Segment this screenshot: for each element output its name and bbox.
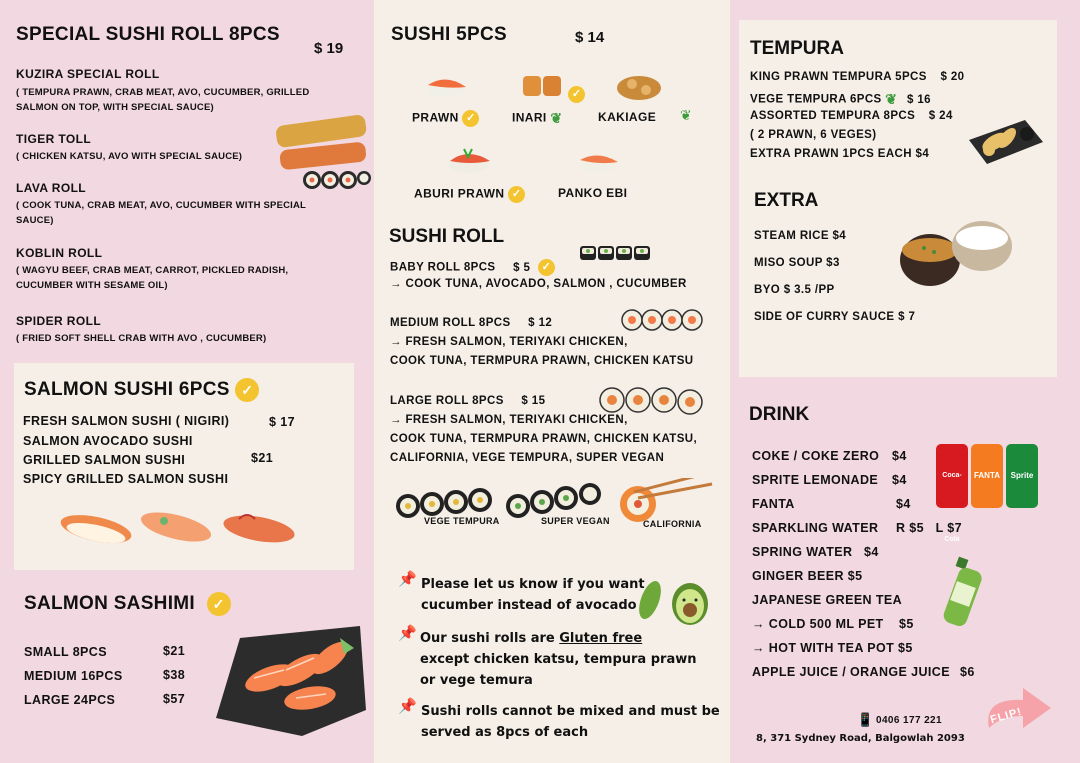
sushi5-item — [412, 110, 479, 127]
panko-ebi-image — [574, 146, 622, 178]
sashimi-row-price: $38 — [163, 668, 186, 682]
tempura-row-price: $ 24 — [928, 110, 953, 122]
sashimi-row-name: MEDIUM 16PCS — [24, 669, 123, 683]
inari-sushi-image — [519, 70, 567, 102]
note-line: served as 8pcs of each — [421, 725, 589, 740]
special-item-name: LAVA ROLL — [16, 181, 87, 195]
tempura-row-name: VEGE TEMPURA 6PCS — [750, 93, 882, 106]
phone-icon: 📱 — [857, 712, 874, 727]
roll-caption: SUPER VEGAN — [541, 516, 610, 526]
drink-row-price: R $5 L $7 — [896, 521, 963, 535]
sashimi-title — [24, 592, 231, 616]
prawn-sushi-image — [422, 72, 470, 102]
roll-medium-name: MEDIUM ROLL 8PCS — [390, 317, 511, 329]
tempura-row-price: $ 20 — [940, 71, 965, 83]
sushi5-item — [512, 110, 563, 127]
pin-icon: 📌 — [398, 625, 417, 642]
green-tea-bottle-image — [943, 556, 989, 630]
roll-large-desc: → FRESH SALMON, TERIYAKI CHICKEN, — [390, 414, 628, 426]
roll-caption: VEGE TEMPURA — [424, 516, 500, 526]
drink-row-price: $4 — [896, 497, 911, 511]
contact-phone: 0406 177 221 — [876, 715, 942, 726]
special-roll-photo — [272, 110, 372, 195]
extra-row: BYO $ 3.5 /PP — [754, 284, 835, 296]
roll-medium-desc: COOK TUNA, TERMPURA PRAWN, CHICKEN KATSU — [390, 355, 694, 367]
tempura-row — [750, 91, 931, 108]
note-line: Please let us know if you want — [421, 577, 645, 592]
note-mix — [421, 701, 720, 743]
medium-roll-image — [620, 304, 706, 336]
salmon-row-name: FRESH SALMON SUSHI ( NIGIRI) — [23, 414, 230, 428]
note-gluten — [420, 628, 696, 691]
special-item-desc: ( CHICKEN KATSU, AVO WITH SPECIAL SAUCE) — [16, 151, 243, 162]
salmon-row-name: SALMON AVOCADO SUSHI — [23, 434, 193, 448]
coke-can: Coca-Cola — [936, 444, 968, 508]
left-panel — [0, 0, 374, 763]
drink-row-price: $4 — [892, 449, 907, 463]
drink-row-name: SPARKLING WATER — [752, 521, 879, 535]
note-line: Our sushi rolls are — [420, 631, 560, 646]
sushi5-item-label: INARI — [512, 110, 547, 125]
note-line: Sushi rolls cannot be mixed and must be — [421, 704, 720, 719]
sprite-can: Sprite — [1006, 444, 1038, 508]
roll-large — [390, 395, 545, 407]
drink-row-price: $4 — [864, 545, 879, 559]
special-item-desc: ( COOK TUNA, CRAB MEAT, AVO, CUCUMBER WITH SPECIAL SAUCE) — [16, 200, 306, 226]
salmon-sushi-title — [24, 378, 259, 402]
tempura-title: TEMPURA — [750, 38, 844, 59]
sashimi-row-name: LARGE 24PCS — [24, 693, 116, 707]
drink-row-name: FANTA — [752, 497, 795, 511]
roll-baby-name: BABY ROLL 8PCS — [390, 261, 496, 274]
salmon-sushi-title-text: SALMON SUSHI 6PCS — [24, 379, 230, 401]
tempura-row-name: KING PRAWN TEMPURA 5PCS — [750, 71, 927, 83]
drink-title: DRINK — [749, 404, 810, 425]
gluten-free-icon: ✓ — [462, 110, 479, 127]
right-panel — [730, 0, 1080, 763]
extra-row: SIDE OF CURRY SAUCE $ 7 — [754, 311, 916, 323]
sushi5-title: SUSHI 5PCS — [391, 24, 507, 45]
note-line: cucumber instead of avocado — [421, 598, 637, 613]
gluten-free-icon: ✓ — [538, 259, 555, 276]
note-cucumber — [421, 574, 645, 616]
tempura-row-name: EXTRA PRAWN 1PCS EACH $4 — [750, 148, 930, 160]
miso-rice-image — [896, 216, 1016, 292]
tempura-row — [750, 71, 964, 83]
drink-row-price: $4 — [892, 473, 907, 487]
drink-row-name: SPRITE LEMONADE — [752, 473, 879, 487]
roll-caption: CALIFORNIA — [643, 519, 702, 529]
pin-icon: 📌 — [398, 698, 417, 715]
sashimi-title-text: SALMON SASHIMI — [24, 593, 195, 615]
vegan-leaf-icon: ❦ — [550, 110, 563, 126]
drink-row-name: JAPANESE GREEN TEA — [752, 593, 903, 607]
special-item-name: KUZIRA SPECIAL ROLL — [16, 67, 160, 81]
special-item-desc: ( TEMPURA PRAWN, CRAB MEAT, AVO, CUCUMBER, GRILLED SALMON ON TOP, WITH SPECIAL SAUCE) — [16, 87, 310, 113]
drink-row-name: → COLD 500 ML PET — [752, 617, 884, 631]
roll-baby-price: $ 5 — [513, 261, 531, 274]
drink-row-name: SPRING WATER — [752, 545, 853, 559]
tempura-row-price: $ 16 — [906, 93, 931, 106]
large-roll-image — [598, 380, 716, 420]
tempura-extra-box — [739, 20, 1057, 377]
tempura-row — [750, 110, 953, 122]
roll-title: SUSHI ROLL — [389, 226, 505, 247]
sashimi-row-price: $57 — [163, 692, 186, 706]
aburi-prawn-image — [444, 143, 494, 179]
roll-medium-desc: → FRESH SALMON, TERIYAKI CHICKEN, — [390, 336, 628, 348]
gluten-free-icon: ✓ — [568, 86, 585, 103]
drink-cans-image — [936, 444, 1038, 543]
salmon-row-name: GRILLED SALMON SUSHI — [23, 453, 186, 467]
salmon-row-price: $ 17 — [269, 415, 295, 429]
note-line: except chicken katsu, tempura prawn — [420, 652, 697, 667]
sushi5-item: PANKO EBI — [558, 186, 628, 200]
sushi5-item: KAKIAGE — [598, 110, 657, 124]
avocado-cucumber-icon — [638, 578, 714, 626]
drink-row-name: GINGER BEER $5 — [752, 569, 863, 583]
special-item-desc: ( WAGYU BEEF, CRAB MEAT, CARROT, PICKLED RADISH, CUCUMBER WITH SESAME OIL) — [16, 265, 289, 291]
special-item-name: KOBLIN ROLL — [16, 246, 103, 260]
sashimi-row-price: $21 — [163, 644, 186, 658]
tempura-image — [965, 112, 1047, 168]
roll-medium-price: $ 12 — [528, 317, 553, 329]
special-item-name: SPIDER ROLL — [16, 314, 102, 328]
special-price: $ 19 — [314, 40, 344, 57]
roll-large-name: LARGE ROLL 8PCS — [390, 395, 504, 407]
special-item-name: TIGER TOLL — [16, 132, 92, 146]
drink-row-name: APPLE JUICE / ORANGE JUICE — [752, 665, 950, 679]
sushi5-item — [414, 186, 525, 203]
roll-large-price: $ 15 — [521, 395, 546, 407]
sashimi-photo — [210, 618, 370, 738]
roll-medium — [390, 317, 552, 329]
extra-title: EXTRA — [754, 190, 819, 211]
special-item-desc: ( FRIED SOFT SHELL CRAB WITH AVO , CUCUMBER) — [16, 333, 267, 344]
extra-row: STEAM RICE $4 — [754, 230, 847, 242]
fanta-can: FANTA — [971, 444, 1003, 508]
vegan-leaf-icon: ❦ — [680, 107, 692, 124]
tempura-row-name: ASSORTED TEMPURA 8PCS — [750, 110, 916, 122]
drink-row-name: COKE / COKE ZERO — [752, 449, 880, 463]
note-line: or vege temura — [420, 673, 533, 688]
contact-address: 8, 371 Sydney Road, Balgowlah 2093 — [756, 733, 965, 744]
drink-row-price: $6 — [960, 665, 975, 679]
flip-label[interactable]: FLIP! — [988, 705, 1024, 727]
roll-large-desc: COOK TUNA, TERMPURA PRAWN, CHICKEN KATSU, — [390, 433, 698, 445]
special-title: SPECIAL SUSHI ROLL 8PCS — [16, 24, 280, 45]
salmon-sushi-photo — [54, 501, 304, 556]
salmon-row-price: $21 — [251, 451, 274, 465]
salmon-row-name: SPICY GRILLED SALMON SUSHI — [23, 472, 229, 486]
gluten-free-icon: ✓ — [207, 592, 231, 616]
sushi5-price: $ 14 — [575, 29, 605, 46]
kakiage-sushi-image — [614, 72, 664, 104]
pin-icon: 📌 — [398, 571, 417, 588]
extra-row: MISO SOUP $3 — [754, 257, 840, 269]
gluten-free-icon: ✓ — [508, 186, 525, 203]
vegan-leaf-icon: ❦ — [885, 91, 898, 107]
gluten-free-icon: ✓ — [235, 378, 259, 402]
drink-row-price: $5 — [899, 617, 914, 631]
baby-roll-image — [578, 242, 662, 272]
tempura-row-name: ( 2 PRAWN, 6 VEGES) — [750, 129, 877, 141]
roll-large-desc: CALIFORNIA, VEGE TEMPURA, SUPER VEGAN — [390, 452, 665, 464]
salmon-sushi-box — [14, 363, 354, 570]
sashimi-row-name: SMALL 8PCS — [24, 645, 107, 659]
drink-row-name: → HOT WITH TEA POT $5 — [752, 641, 913, 655]
roll-baby — [390, 259, 555, 276]
sushi5-item-label: PRAWN — [412, 110, 459, 125]
roll-baby-desc: → COOK TUNA, AVOCADO, SALMON , CUCUMBER — [390, 278, 687, 290]
middle-panel — [374, 0, 730, 763]
sushi5-item-label: ABURI PRAWN — [414, 186, 505, 201]
gluten-free-link: Gluten free — [559, 631, 643, 646]
